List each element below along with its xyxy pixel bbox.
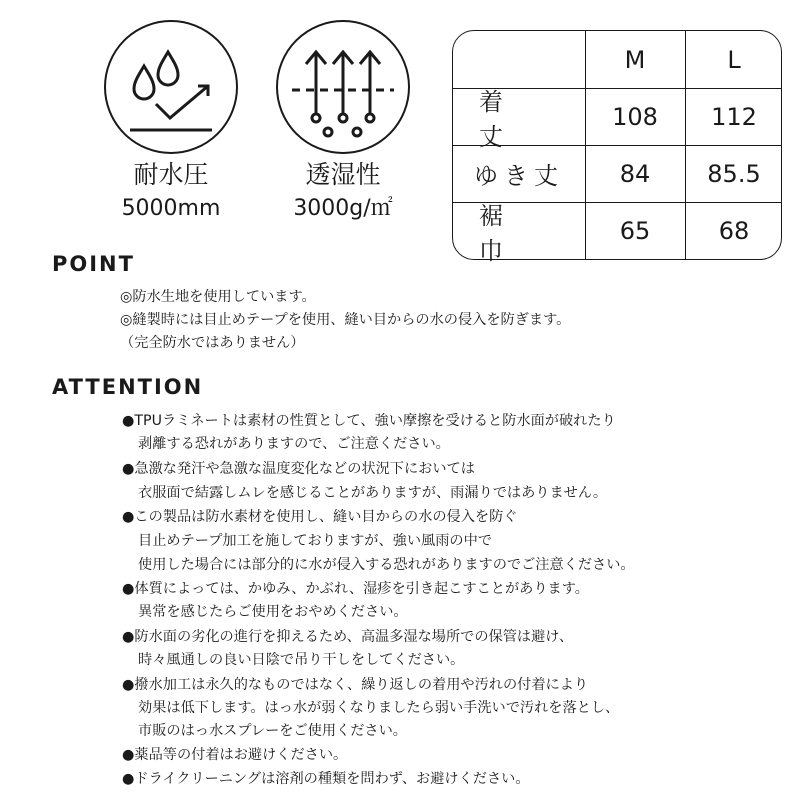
size-header-l: L [727,45,741,74]
size-value-sleeve-m: 84 [619,159,651,188]
attention-line: 異常を感じたらご使用をおやめください。 [138,604,408,620]
water-resistance-badge [104,20,238,154]
attention-line: ●この製品は防水素材を使用し、縫い目からの水の侵入を防ぐ [122,509,518,525]
attention-heading: ATTENTION [52,375,204,399]
attention-line: ●TPUラミネートは素材の性質として、強い摩擦を受けると防水面が破れたり [122,413,616,429]
point-heading: POINT [52,252,135,276]
attention-line: ●急激な発汗や急激な温度変化などの状況下においては [122,461,475,477]
attention-line: ●体質によっては、かゆみ、かぶれ、湿疹を引き起こすことがあります。 [122,581,589,597]
size-row-label-length: 着 丈 [479,87,529,151]
size-row-label-sleeve: ゆき丈 [474,162,564,190]
water-resistance-label: 耐水圧 [133,160,209,189]
attention-line: ●薬品等の付着はお避けください。 [122,747,348,763]
size-value-hem-m: 65 [619,216,651,245]
point-line: ◎縫製時には目止めテープを使用、縫い目からの水の侵入を防ぎます。 [120,312,571,328]
attention-line: 時々風通しの良い日陰で吊り干しをしてください。 [138,652,465,668]
size-value-length-m: 108 [612,102,658,131]
attention-line: 剥離する恐れがありますので、ご注意ください。 [138,436,450,452]
attention-line: 効果は低下します。はっ水が弱くなりましたら弱い手洗いで汚れを落とし、 [138,700,620,716]
breathability-value: 3000g/㎡ [293,196,393,221]
size-value-sleeve-l: 85.5 [707,159,761,188]
water-resistance-value: 5000mm [121,196,221,221]
size-row-label-hem: 裾 巾 [479,201,529,265]
size-value-length-l: 112 [711,102,757,131]
attention-line: 目止めテープ加工を施しておりますが、強い風雨の中で [138,533,492,549]
attention-line: ●ドライクリーニングは溶剤の種類を問わず、お避けください。 [122,771,530,787]
point-line: （完全防水ではありません） [120,335,305,351]
size-table [452,30,782,265]
water-drops-check-icon [106,22,236,152]
size-value-hem-l: 68 [718,216,750,245]
attention-line: 市販のはっ水スプレーをご使用ください。 [138,723,407,739]
attention-line: ●撥水加工は永久的なものではなく、繰り返しの着用や汚れの付着により [122,677,589,693]
size-header-m: M [624,45,646,74]
breathability-label: 透湿性 [305,160,381,189]
attention-line: 使用した場合には部分的に水が侵入する恐れがありますのでご注意ください。 [138,557,635,573]
attention-line: 衣服面で結露しムレを感じることがありますが、雨漏りではありません。 [138,485,608,501]
attention-line: ●防水面の劣化の進行を抑えるため、高温多湿な場所での保管は避け、 [122,629,574,645]
point-line: ◎防水生地を使用しています。 [120,289,316,305]
moisture-arrows-icon [278,22,408,152]
breathability-badge [276,20,410,154]
